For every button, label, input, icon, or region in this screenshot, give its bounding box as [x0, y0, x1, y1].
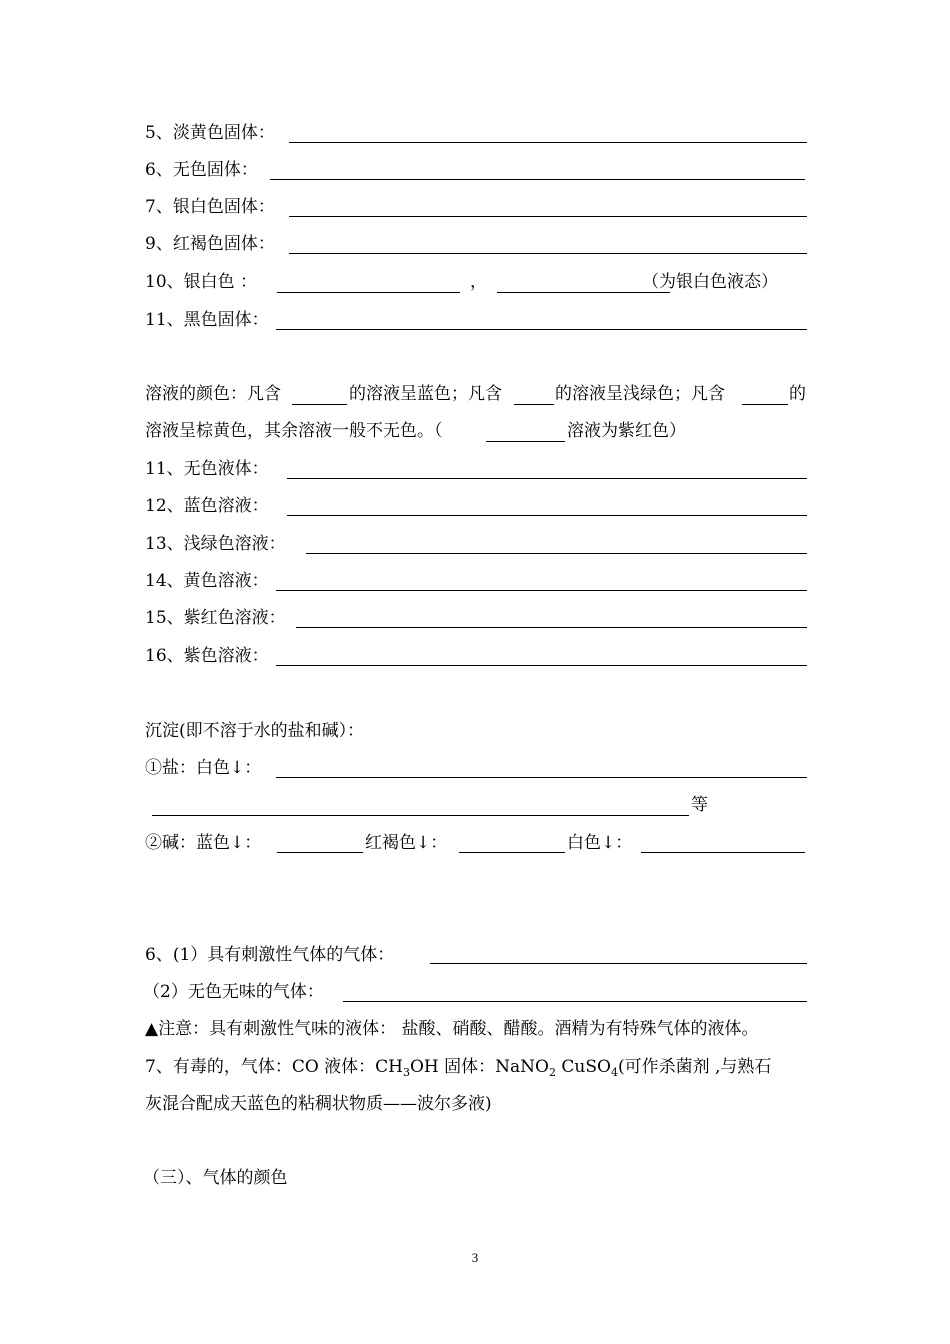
solution-intro-line2-a: 溶液呈棕黄色，其余溶液一般不无色。（: [145, 421, 443, 441]
purple-red-solution-label: 15、紫红色溶液：: [145, 608, 286, 628]
white-precipitate-label: 白色↓：: [567, 833, 633, 853]
yellow-solution-label: 14、黄色溶液：: [145, 571, 269, 591]
blank-salt-precipitate[interactable]: [276, 777, 807, 778]
toxic-sub-2: 2: [549, 1066, 556, 1079]
blank-light-green-solution[interactable]: [306, 553, 807, 554]
attention-note-text: ▲注意：具有刺激性气味的液体： 盐酸、硝酸、醋酸。酒精为有特殊气体的液体。: [145, 1019, 759, 1039]
blank-blue-ion[interactable]: [292, 404, 347, 405]
precipitate-heading-text: 沉淀(即不溶于水的盐和碱）：: [145, 721, 365, 741]
blank-yellow-solution[interactable]: [276, 590, 807, 591]
pungent-gas-label: 6、(1）具有刺激性气体的气体：: [145, 945, 395, 965]
line-purple-red-solution: [145, 606, 286, 630]
line-light-green-solution: [145, 532, 286, 556]
base-precipitate-label: ②碱：蓝色↓：: [145, 833, 262, 853]
line-salt-precipitate: [145, 756, 261, 780]
blank-purple-solution[interactable]: [276, 665, 807, 666]
line-colorless-solid: [145, 158, 258, 182]
section-heading: [143, 1166, 288, 1190]
blank-salt-precipitate-2[interactable]: [152, 815, 689, 816]
silver-white-note: （为银白色液态）: [642, 272, 778, 292]
toxic-text-d: (可作杀菌剂 ,与熟石: [617, 1057, 772, 1077]
blank-purple-red-solution-2[interactable]: [296, 627, 807, 628]
solution-intro-line2-b: 溶液为紫红色）: [567, 421, 686, 441]
blank-silver-white-1[interactable]: [277, 292, 460, 293]
blank-colorless-liquid[interactable]: [287, 478, 807, 479]
blue-solution-label: 12、蓝色溶液：: [145, 496, 269, 516]
silver-white-solid-label: 7、银白色固体：: [145, 197, 275, 217]
attention-note: [145, 1017, 758, 1041]
blank-white-precipitate[interactable]: [641, 852, 805, 853]
line-pale-yellow-solid: [145, 121, 275, 145]
black-solid-label: 11、黑色固体：: [145, 310, 269, 330]
section-heading-text: （三）、气体的颜色: [143, 1168, 288, 1188]
colorless-solid-label: 6、无色固体：: [145, 160, 258, 180]
blank-odorless-gas[interactable]: [343, 1001, 807, 1002]
salt-precipitate-etc: 等: [691, 795, 708, 815]
blank-silver-white-solid[interactable]: [289, 216, 807, 217]
toxic-sub-1: 3: [403, 1066, 410, 1079]
line-purple-solution: [145, 644, 269, 668]
red-brown-precipitate-label: 红褐色↓：: [365, 833, 448, 853]
solution-intro-p2: 的溶液呈蓝色；凡含: [349, 384, 502, 404]
toxic-line2-text: 灰混合配成天蓝色的粘稠状物质——波尔多液): [145, 1094, 492, 1114]
pale-yellow-solid-label: 5、淡黄色固体：: [145, 123, 275, 143]
line-yellow-solution: [145, 569, 269, 593]
blank-black-solid[interactable]: [276, 329, 807, 330]
toxic-sub-3: 4: [610, 1066, 618, 1079]
line-silver-white-solid: [145, 195, 275, 219]
line-red-brown-solid: [145, 232, 275, 256]
blank-blue-solution[interactable]: [287, 515, 807, 516]
silver-white-comma: ，: [470, 272, 487, 292]
blank-red-brown-precipitate[interactable]: [459, 852, 565, 853]
blank-colorless-solid[interactable]: [270, 179, 805, 180]
blank-red-brown-solid[interactable]: [289, 253, 807, 254]
light-green-solution-label: 13、浅绿色溶液：: [145, 534, 286, 554]
purple-solution-label: 16、紫色溶液：: [145, 646, 269, 666]
precipitate-heading: [145, 719, 364, 743]
red-brown-solid-label: 9、红褐色固体：: [145, 234, 275, 254]
page-number: 3: [471, 1250, 479, 1265]
line-colorless-liquid: [145, 457, 269, 481]
colorless-liquid-label: 11、无色液体：: [145, 459, 269, 479]
blank-pale-yellow-solid[interactable]: [289, 142, 807, 143]
toxic-substances-line-2: [145, 1092, 492, 1116]
blank-purple-red-solution[interactable]: [486, 441, 565, 442]
blank-yellow-ion[interactable]: [742, 404, 788, 405]
toxic-text-b: OH 固体：NaNO: [410, 1057, 549, 1077]
odorless-gas-label: （2）无色无味的气体：: [143, 982, 324, 1002]
silver-white-label: 10、银白色 ：: [145, 272, 258, 292]
blank-blue-precipitate[interactable]: [277, 852, 363, 853]
line-blue-solution: [145, 494, 269, 518]
line-base-precipitate: [145, 831, 261, 855]
toxic-substances-line: [145, 1055, 771, 1079]
line-pungent-gas: [145, 943, 394, 967]
line-black-solid: [145, 308, 269, 332]
solution-intro-p4: 的: [789, 384, 806, 404]
solution-intro-p1: 溶液的颜色：凡含: [145, 384, 281, 404]
solution-intro-p3: 的溶液呈浅绿色；凡含: [555, 384, 725, 404]
blank-pungent-gas[interactable]: [430, 963, 807, 964]
toxic-text-a: 7、有毒的，气体：CO 液体：CH: [145, 1057, 403, 1077]
line-silver-white: [145, 270, 257, 294]
toxic-text-c: CuSO: [556, 1057, 611, 1077]
line-odorless-gas: [143, 980, 324, 1004]
salt-precipitate-label: ①盐：白色↓：: [145, 758, 262, 778]
blank-green-ion[interactable]: [514, 404, 554, 405]
